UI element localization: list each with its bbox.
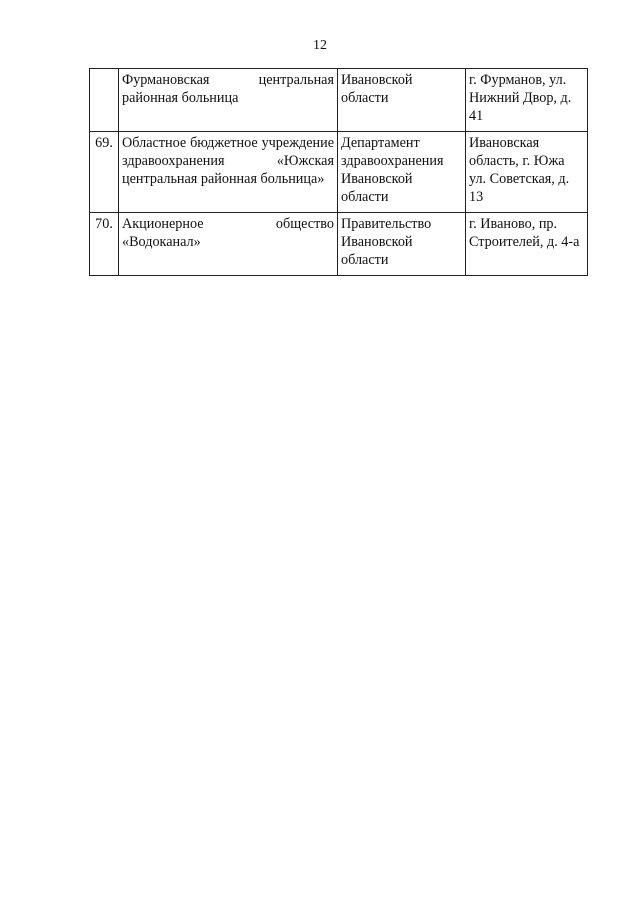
organizations-table <box>89 68 588 276</box>
table-row <box>90 69 588 132</box>
organization-address: Ивановская область, г. Южа ул. Советская, д. 13 <box>466 132 588 213</box>
founder-authority: Правительство Ивановской области <box>338 213 466 276</box>
row-number: 69. <box>90 132 119 213</box>
organization-name: Фурмановская центральная районная больница <box>119 69 338 132</box>
row-number <box>90 69 119 132</box>
table-row <box>90 213 588 276</box>
organization-name: Областное бюджетное учреждение здравоохранения «Южская центральная районная больница» <box>119 132 338 213</box>
row-number: 70. <box>90 213 119 276</box>
table-row <box>90 132 588 213</box>
founder-authority: Департамент здравоохранения Ивановской области <box>338 132 466 213</box>
founder-authority: Ивановской области <box>338 69 466 132</box>
organization-address: г. Иваново, пр. Строителей, д. 4-а <box>466 213 588 276</box>
organization-address: г. Фурманов, ул. Нижний Двор, д. 41 <box>466 69 588 132</box>
organization-name: Акционерное общество «Водоканал» <box>119 213 338 276</box>
page-number: 12 <box>313 38 327 53</box>
